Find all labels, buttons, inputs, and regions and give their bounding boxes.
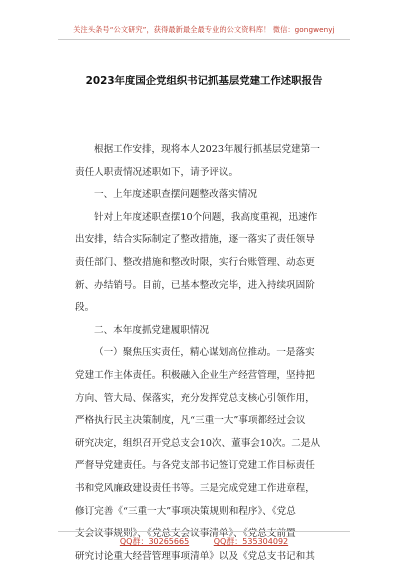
body-line: 段。 — [75, 302, 95, 314]
body-line: 严督导党建责任。与各党支部书记签订党建工作目标责任 — [75, 460, 315, 472]
body-line: 新、办结销号。目前，已基本整改完毕，进入持续巩固阶 — [75, 279, 315, 291]
body-line: 责任人职责情况述职如下，请予评议。 — [75, 166, 239, 178]
body-line: 责任部门、整改措施和整改时限，实行台账管理、动态更 — [75, 256, 315, 268]
footer-divider — [58, 531, 350, 532]
section-heading: 一、上年度述职查摆问题整改落实情况 — [94, 189, 258, 201]
body-line: 根据工作安排，现将本人2023年履行抓基层党建第一 — [94, 144, 320, 155]
body-line: 严格执行民主决策制度，凡“三重一大”事项都经过会议 — [75, 415, 306, 427]
body-line: 书和党风廉政建设责任书等。三是完成党建工作进章程， — [75, 482, 315, 494]
footer-qq-group-2[interactable]: QQ群：535304092 — [213, 537, 289, 546]
body-line: 修订完善《“三重一大”事项决策规则和程序》、《党总 — [75, 505, 296, 517]
body-line: （一）聚焦压实责任，精心谋划高位推动。一是落实 — [94, 347, 315, 359]
body-line: 研究决定，组织召开党总支会10次、董事会10次。二是从 — [75, 437, 321, 449]
body-line: 出安排，结合实际制定了整改措施，逐一落实了责任领导 — [75, 234, 315, 246]
body-line: 研究讨论重大经营管理事项清单》以及《党总支书记和其 — [75, 550, 315, 562]
body-line: 方向、管大局、保落实，充分发挥党总支核心引领作用， — [75, 392, 315, 404]
document-title: 2023年度国企党组织书记抓基层党建工作述职报告 — [85, 75, 323, 87]
header-divider — [58, 39, 350, 40]
footer-qq-group-1[interactable]: QQ群：30265665 — [119, 537, 190, 546]
section-heading: 二、本年度抓党建履职情况 — [94, 324, 210, 336]
document-body — [75, 139, 347, 568]
footer — [0, 536, 408, 547]
header-banner: 关注头条号“公文研究”，获得最新最全最专业的公文资料库！ 微信：gongwenyj — [73, 25, 335, 34]
body-line: 党建工作主体责任。积极融入企业生产经营管理，坚持把 — [75, 369, 315, 381]
body-line: 针对上年度述职查摆10个问题，我高度重视，迅速作 — [94, 211, 318, 223]
body-line: 支会议事规则》、《党总支会议事清单》、《党总支前置 — [75, 528, 296, 540]
